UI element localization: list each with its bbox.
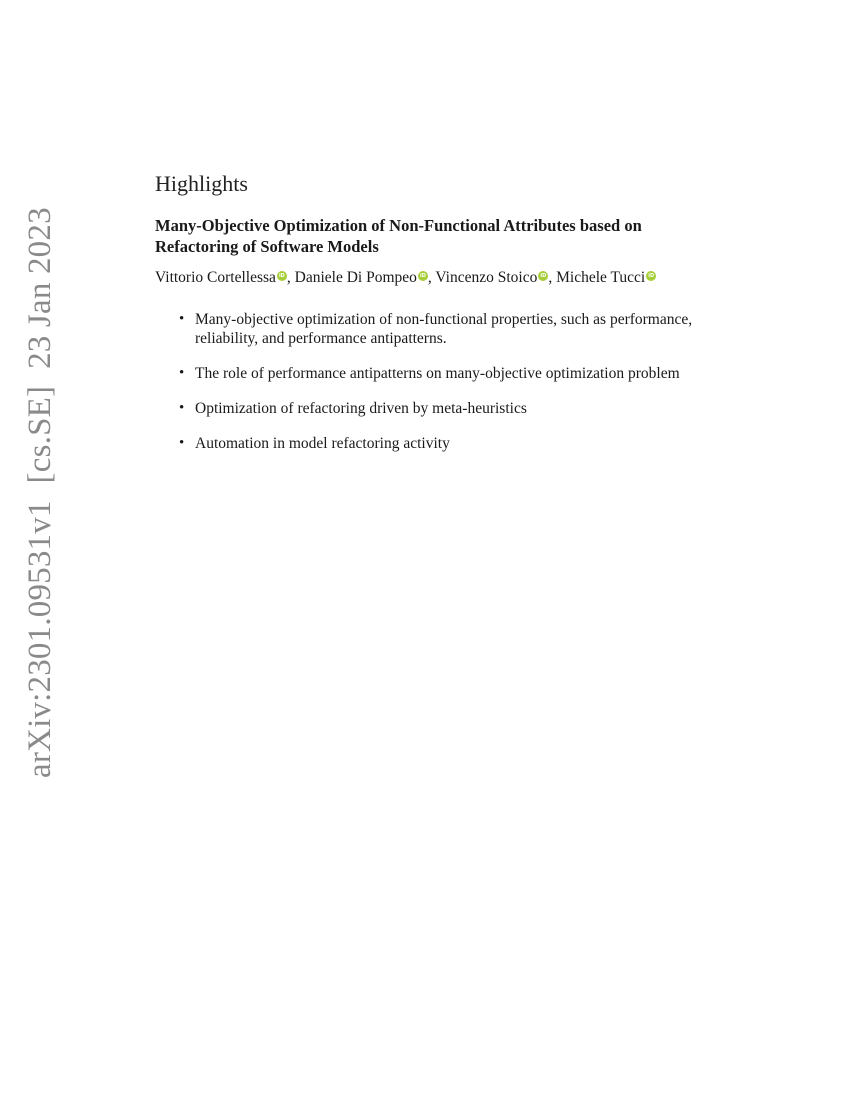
highlight-text: Automation in model refactoring activity	[195, 435, 450, 452]
list-item	[179, 310, 700, 348]
orcid-icon[interactable]	[646, 271, 656, 281]
author-name: Vincenzo Stoico	[435, 269, 538, 286]
author-separator: ,	[286, 269, 295, 286]
bullet-icon: •	[179, 400, 185, 416]
author	[556, 269, 656, 286]
highlight-text: Many-objective optimization of non-functional properties, such as performance, reliability, and performance antipatterns.	[195, 311, 693, 347]
bullet-icon: •	[179, 435, 185, 451]
highlight-text: Optimization of refactoring driven by meta-heuristics	[195, 400, 527, 417]
orcid-icon[interactable]	[538, 271, 548, 281]
author-separator: ,	[427, 269, 436, 286]
author	[155, 269, 295, 286]
highlight-text: The role of performance antipatterns on many-objective optimization problem	[195, 365, 680, 382]
highlights-page	[155, 170, 700, 469]
author-separator: ,	[548, 269, 557, 286]
author-name: Michele Tucci	[556, 269, 646, 286]
section-heading: Highlights	[155, 171, 248, 196]
orcid-icon[interactable]	[277, 271, 287, 281]
arxiv-identifier-stamp: arXiv:2301.09531v1 [cs.SE] 23 Jan 2023	[22, 207, 58, 778]
list-item	[179, 399, 700, 418]
orcid-icon[interactable]	[418, 271, 428, 281]
author-name: Vittorio Cortellessa	[155, 269, 276, 286]
author-list	[155, 268, 700, 288]
author-name: Daniele Di Pompeo	[294, 269, 417, 286]
paper-title: Many-Objective Optimization of Non-Functional Attributes based on Refactoring of Software Models	[155, 216, 642, 256]
highlights-list	[155, 310, 700, 453]
list-item	[179, 434, 700, 453]
bullet-icon: •	[179, 365, 185, 381]
bullet-icon: •	[179, 311, 185, 327]
author	[295, 269, 436, 286]
list-item	[179, 364, 700, 383]
author	[435, 269, 556, 286]
